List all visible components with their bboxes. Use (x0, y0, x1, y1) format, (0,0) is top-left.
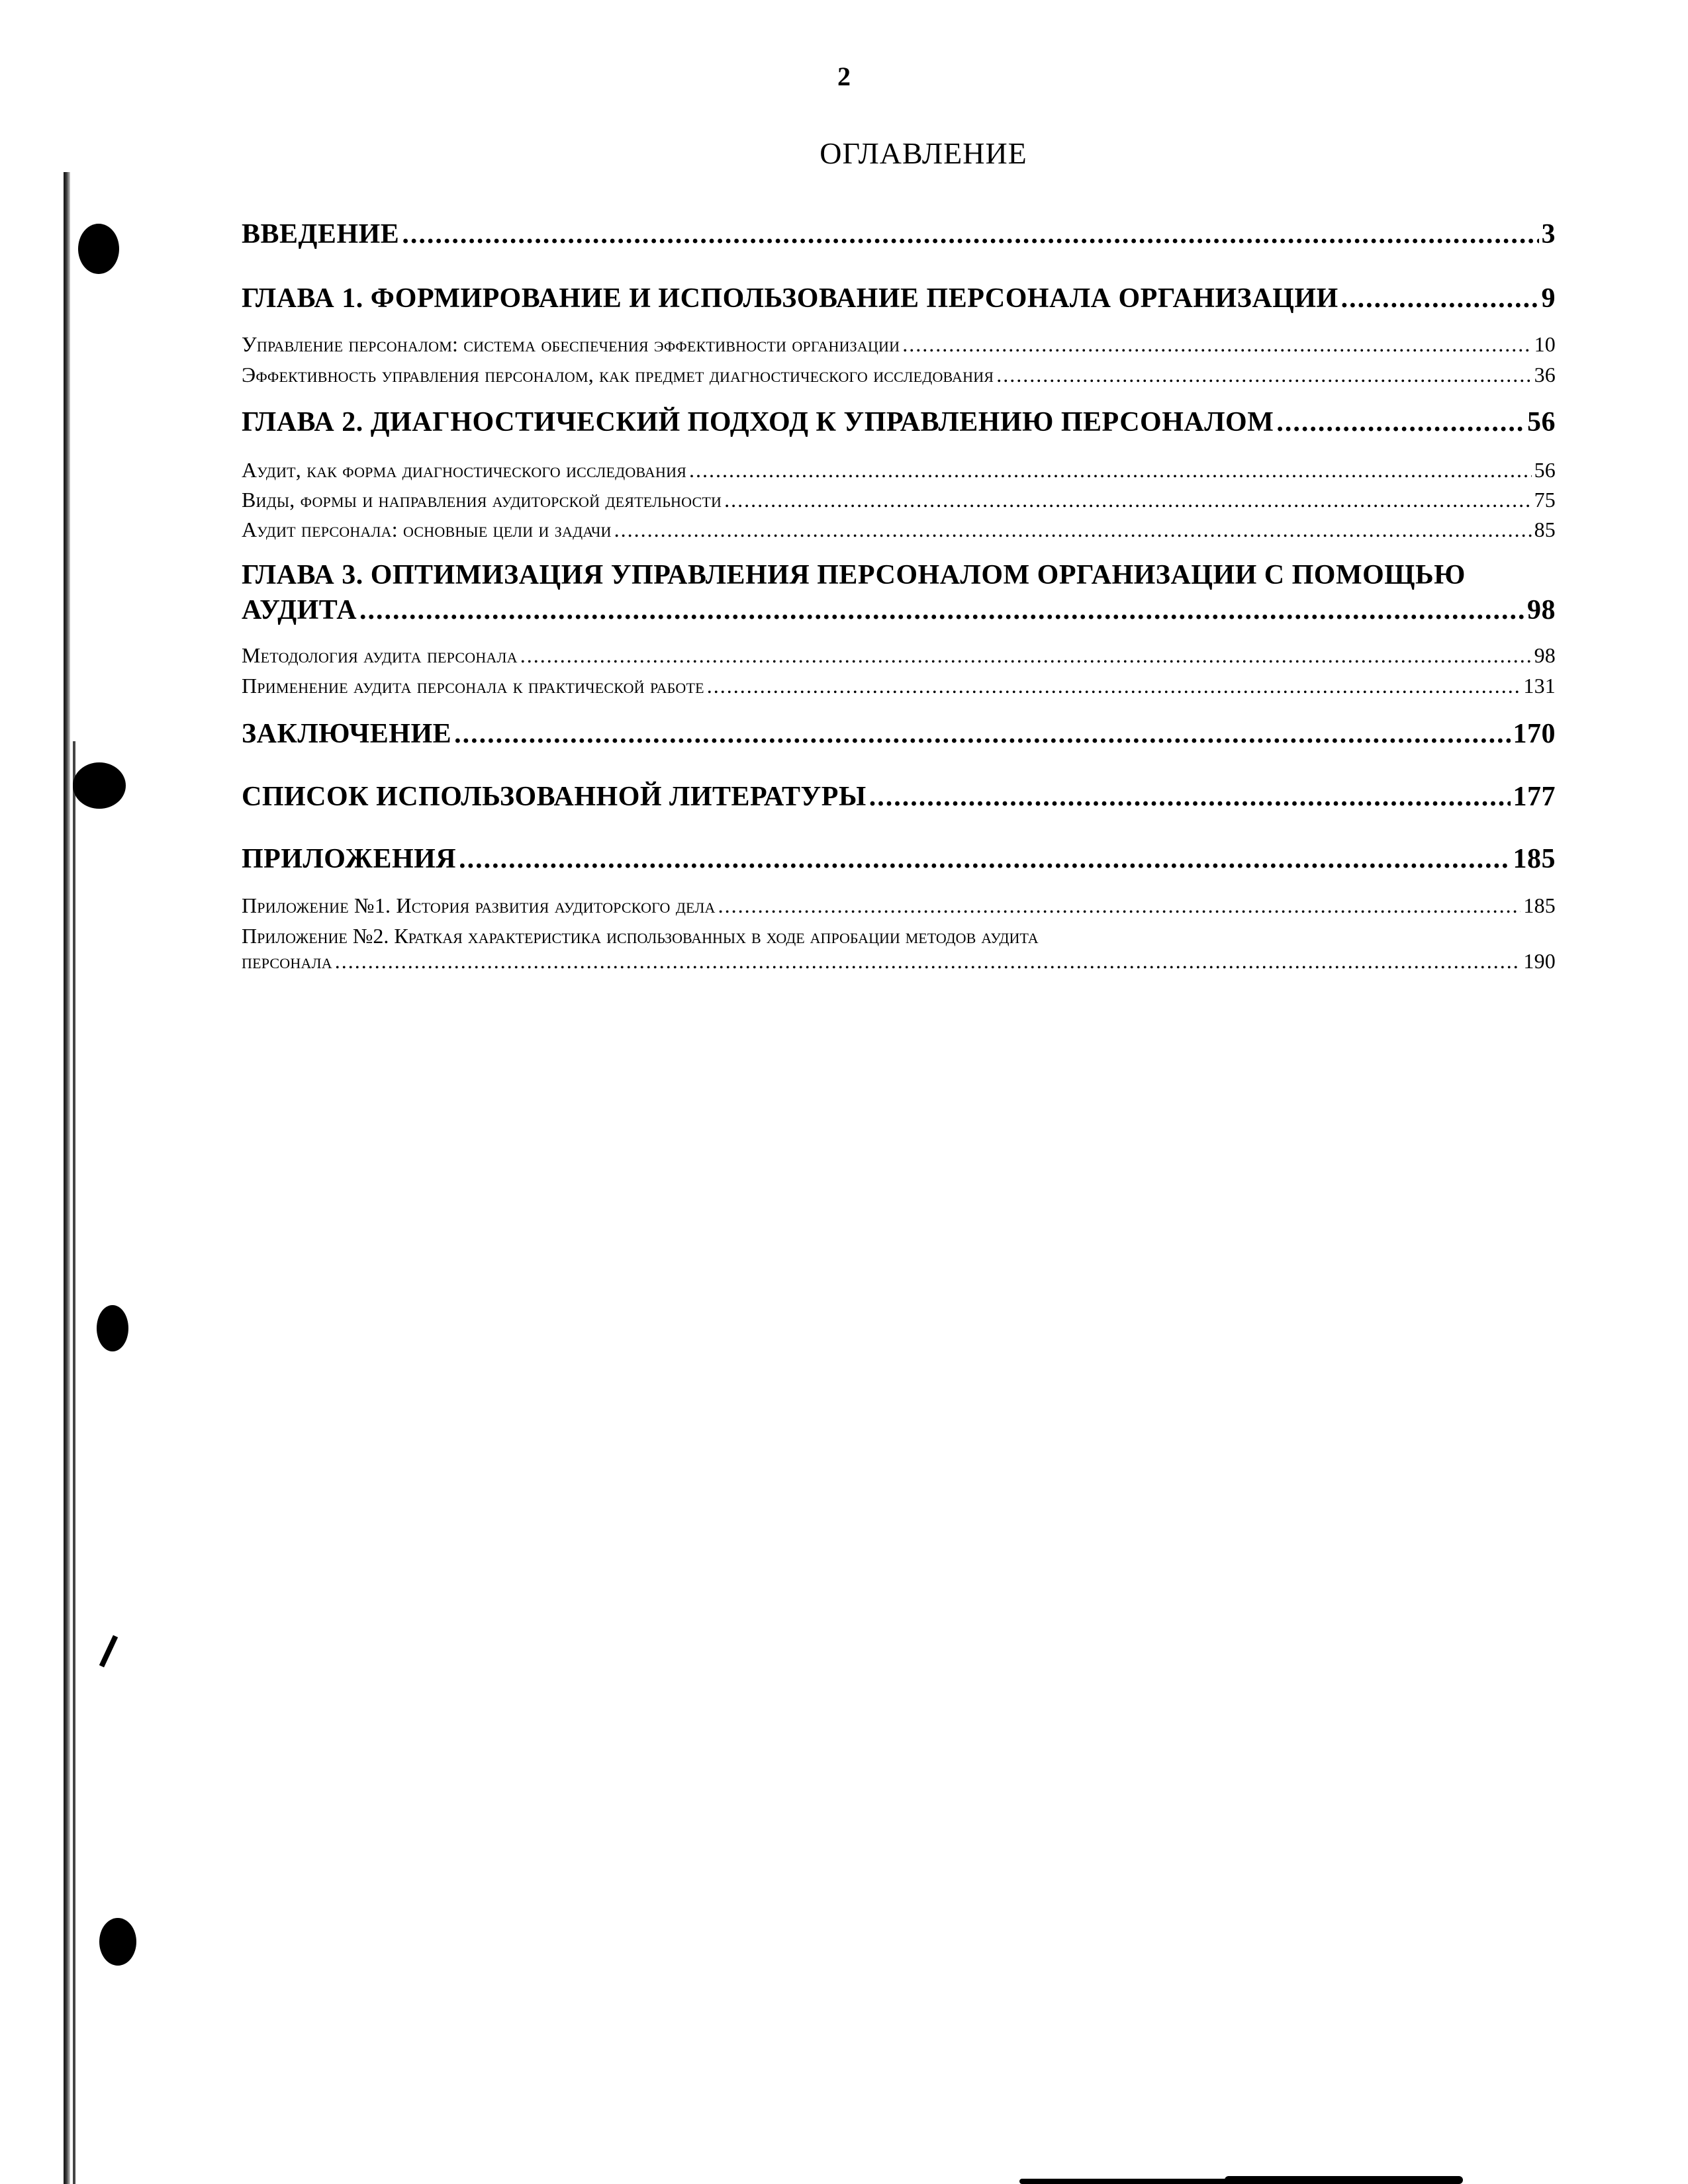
toc-entry-page: 190 (1523, 949, 1556, 973)
toc-entry-appendix-1[interactable] (242, 893, 1556, 918)
toc-leader-dots (724, 488, 1532, 512)
toc-entry-section-2-2[interactable] (242, 488, 1556, 512)
toc-entry-page: 36 (1534, 363, 1556, 387)
toc-entry-appendices[interactable] (242, 843, 1556, 875)
toc-entry-label: Виды, формы и направления аудиторской деятельности (242, 488, 722, 512)
toc-entry-section-3-2[interactable] (242, 674, 1556, 698)
toc-entry-chapter-2[interactable] (242, 406, 1556, 438)
toc-leader-dots (869, 781, 1511, 813)
toc-entry-chapter-3[interactable] (242, 594, 1556, 626)
toc-entry-label: Эффективность управления персоналом, как предмет диагностического исследования (242, 363, 994, 387)
toc-entry-literature[interactable] (242, 781, 1556, 813)
toc-leader-dots (707, 674, 1521, 698)
toc-entry-page: 75 (1534, 488, 1556, 512)
toc-entry-page: 10 (1534, 332, 1556, 356)
toc-leader-dots (402, 218, 1538, 250)
toc-entry-page: 3 (1541, 219, 1556, 250)
toc-entry-page: 170 (1513, 719, 1556, 749)
toc-leader-dots (359, 594, 1524, 626)
toc-leader-dots (335, 949, 1521, 974)
page-title: ОГЛАВЛЕНИЕ (820, 136, 1027, 170)
toc-entry-label: СПИСОК ИСПОЛЬЗОВАННОЙ ЛИТЕРАТУРЫ (242, 782, 867, 812)
scan-mark (1225, 2176, 1463, 2184)
toc-entry-label: Аудит персонала: основные цели и задачи (242, 518, 612, 541)
toc-entry-section-2-3[interactable] (242, 518, 1556, 542)
punch-hole-2 (73, 762, 126, 809)
toc-entry-page: 98 (1534, 643, 1556, 667)
toc-leader-dots (996, 363, 1531, 387)
scan-mark (99, 1635, 118, 1668)
toc-entry-appendix-2-line1[interactable]: Приложение №2. Краткая характеристика использованных в ходе апробации методов аудита (242, 924, 1039, 948)
toc-entry-label: Применение аудита персонала к практической работе (242, 674, 704, 698)
toc-leader-dots (459, 843, 1510, 875)
punch-hole-1 (78, 224, 119, 274)
toc-leader-dots (454, 718, 1510, 750)
page-number: 2 (837, 62, 851, 91)
punch-hole-4 (99, 1918, 136, 1966)
toc-entry-label: Приложение №1. История развития аудиторского дела (242, 893, 716, 917)
toc-entry-page: 85 (1534, 518, 1556, 541)
toc-entry-label: ЗАКЛЮЧЕНИЕ (242, 719, 452, 749)
toc-entry-page: 185 (1523, 893, 1556, 917)
toc-entry-page: 177 (1513, 782, 1556, 812)
toc-entry-page: 9 (1541, 283, 1556, 314)
toc-entry-label: Аудит, как форма диагностического исследования (242, 458, 687, 482)
toc-leader-dots (520, 643, 1532, 668)
toc-entry-label: ПРИЛОЖЕНИЯ (242, 844, 457, 874)
punch-hole-3 (97, 1305, 128, 1351)
binding-edge-shadow (64, 172, 70, 2184)
toc-entry-label: ВВЕДЕНИЕ (242, 219, 400, 250)
toc-leader-dots (1276, 406, 1524, 438)
toc-entry-page: 131 (1523, 674, 1556, 698)
toc-leader-dots (689, 458, 1532, 482)
toc-leader-dots (902, 332, 1531, 357)
toc-entry-conclusion[interactable] (242, 718, 1556, 750)
toc-leader-dots (1341, 283, 1539, 314)
toc-entry-label: Методология аудита персонала (242, 643, 518, 667)
toc-leader-dots (718, 893, 1521, 918)
toc-entry-section-3-1[interactable] (242, 643, 1556, 668)
toc-entry-label: АУДИТА (242, 595, 357, 625)
toc-entry-label: Управление персоналом: система обеспечения эффективности организации (242, 332, 900, 356)
toc-entry-chapter-3-line1[interactable]: ГЛАВА 3. ОПТИМИЗАЦИЯ УПРАВЛЕНИЯ ПЕРСОНАЛОМ ОРГАНИЗАЦИИ С ПОМОЩЬЮ (242, 560, 1466, 590)
toc-entry-section-1-1[interactable] (242, 332, 1556, 357)
toc-entry-page: 56 (1534, 458, 1556, 482)
toc-entry-section-1-2[interactable] (242, 363, 1556, 387)
toc-entry-chapter-1[interactable] (242, 283, 1556, 314)
scan-mark (1019, 2179, 1244, 2184)
binding-edge-line (73, 741, 75, 2184)
toc-entry-page: 185 (1513, 844, 1556, 874)
toc-entry-label: персонала (242, 949, 332, 973)
toc-entry-page: 56 (1527, 407, 1556, 437)
toc-entry-label: ГЛАВА 2. ДИАГНОСТИЧЕСКИЙ ПОДХОД К УПРАВЛЕНИЮ ПЕРСОНАЛОМ (242, 407, 1274, 437)
toc-entry-intro[interactable] (242, 218, 1556, 250)
toc-leader-dots (614, 518, 1532, 542)
toc-entry-appendix-2[interactable] (242, 949, 1556, 974)
toc-entry-label: ГЛАВА 1. ФОРМИРОВАНИЕ И ИСПОЛЬЗОВАНИЕ ПЕРСОНАЛА ОРГАНИЗАЦИИ (242, 283, 1338, 314)
toc-entry-section-2-1[interactable] (242, 458, 1556, 482)
toc-entry-page: 98 (1527, 595, 1556, 625)
